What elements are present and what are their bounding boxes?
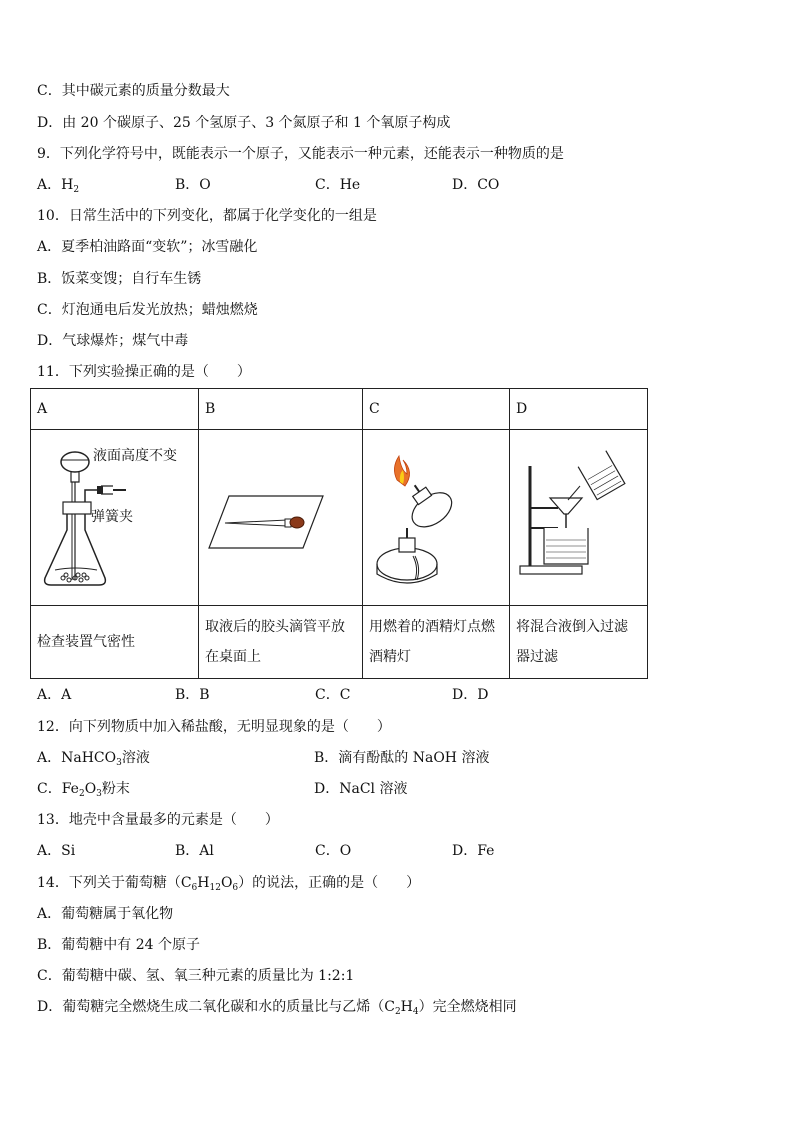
q8-option-c: C．其中碳元素的质量分数最大 — [37, 83, 230, 99]
q13-option-b: B．Al — [175, 843, 214, 859]
q11-header-a: A — [31, 389, 199, 430]
q14-option-c: C．葡萄糖中碳、氢、氧三种元素的质量比为 1:2:1 — [37, 968, 355, 984]
q12-stem: 12．向下列物质中加入稀盐酸，无明显现象的是（ ） — [37, 719, 391, 735]
q11-header-c: C — [363, 389, 510, 430]
q9-option-a: A．$H_2$ — [37, 177, 80, 195]
liquid-level-label: 液面高度不变 — [93, 448, 177, 464]
q11-options — [37, 685, 737, 705]
q13-stem: 13．地壳中含量最多的元素是（ ） — [37, 812, 279, 828]
q10-option-c: C．灯泡通电后发光放热；蜡烛燃烧 — [37, 302, 258, 318]
q9-stem: 9．下列化学符号中，既能表示一个原子，又能表示一种元素，还能表示一种物质的是 — [37, 146, 564, 162]
q11-option-c: C．C — [315, 687, 351, 703]
q11-option-d: D．D — [452, 687, 489, 703]
q11-figure-d-cell — [510, 430, 648, 606]
q11-option-a: A．A — [37, 687, 72, 703]
q11-header-b: B — [199, 389, 363, 430]
q11-stem: 11．下列实验操正确的是（ ） — [37, 364, 251, 380]
q11-figure-a-cell — [31, 430, 199, 606]
spring-clip-label: 弹簧夹 — [91, 509, 133, 525]
q9-option-d: D．CO — [452, 177, 500, 193]
q14-stem: 14．下列关于葡萄糖$(C_6H_{12}O_6)$的说法，正确的是（ ） — [37, 875, 421, 893]
q10-option-a: A．夏季柏油路面“变软”；冰雪融化 — [37, 239, 258, 255]
q11-caption-d: 将混合液倒入过滤器过滤 — [510, 606, 648, 679]
q9-option-c: C．He — [315, 177, 361, 193]
q12-option-b: B．滴有酚酞的 NaOH 溶液 — [314, 750, 490, 766]
q12-option-c: C．$Fe_2O_3$粉末 — [37, 781, 130, 799]
q8-option-d: D．由 20 个碳原子、25 个氢原子、3 个氮原子和 1 个氧原子构成 — [37, 115, 451, 131]
airtightness-apparatus-illustration — [31, 430, 199, 605]
q13-option-a: A．Si — [37, 843, 76, 859]
q12-options-row1 — [37, 748, 737, 768]
q14-option-b: B．葡萄糖中有 24 个原子 — [37, 937, 201, 953]
q13-option-c: C．O — [315, 843, 352, 859]
q11-caption-a: 检查装置气密性 — [31, 606, 199, 679]
q11-caption-b: 取液后的胶头滴管平放在桌面上 — [199, 606, 363, 679]
q14-option-a: A．葡萄糖属于氧化物 — [37, 906, 174, 922]
q10-option-b: B．饭菜变馊；自行车生锈 — [37, 271, 202, 287]
q11-option-b: B．B — [175, 687, 210, 703]
q11-header-d: D — [510, 389, 648, 430]
q11-figure-b-cell — [199, 430, 363, 606]
q12-option-a: A．NaHCO$_3$溶液 — [37, 750, 150, 768]
alcohol-lamp-lighting-illustration — [363, 430, 510, 605]
q10-stem: 10．日常生活中的下列变化，都属于化学变化的一组是 — [37, 208, 377, 224]
q11-caption-c: 用燃着的酒精灯点燃酒精灯 — [363, 606, 510, 679]
q9-option-b: B．O — [175, 177, 211, 193]
filtration-apparatus-illustration — [510, 430, 648, 605]
q12-options-row2 — [37, 779, 737, 799]
q11-figure-c-cell — [363, 430, 510, 606]
q14-option-d: D．葡萄糖完全燃烧生成二氧化碳和水的质量比与乙烯$(C_2H_4)$完全燃烧相同 — [37, 999, 517, 1017]
q12-option-d: D．NaCl 溶液 — [314, 781, 408, 797]
q11-table — [30, 388, 648, 679]
dropper-on-table-illustration — [199, 430, 363, 605]
q13-option-d: D．Fe — [452, 843, 495, 859]
q10-option-d: D．气球爆炸；煤气中毒 — [37, 333, 189, 349]
q9-options — [37, 175, 737, 195]
q13-options — [37, 841, 737, 861]
